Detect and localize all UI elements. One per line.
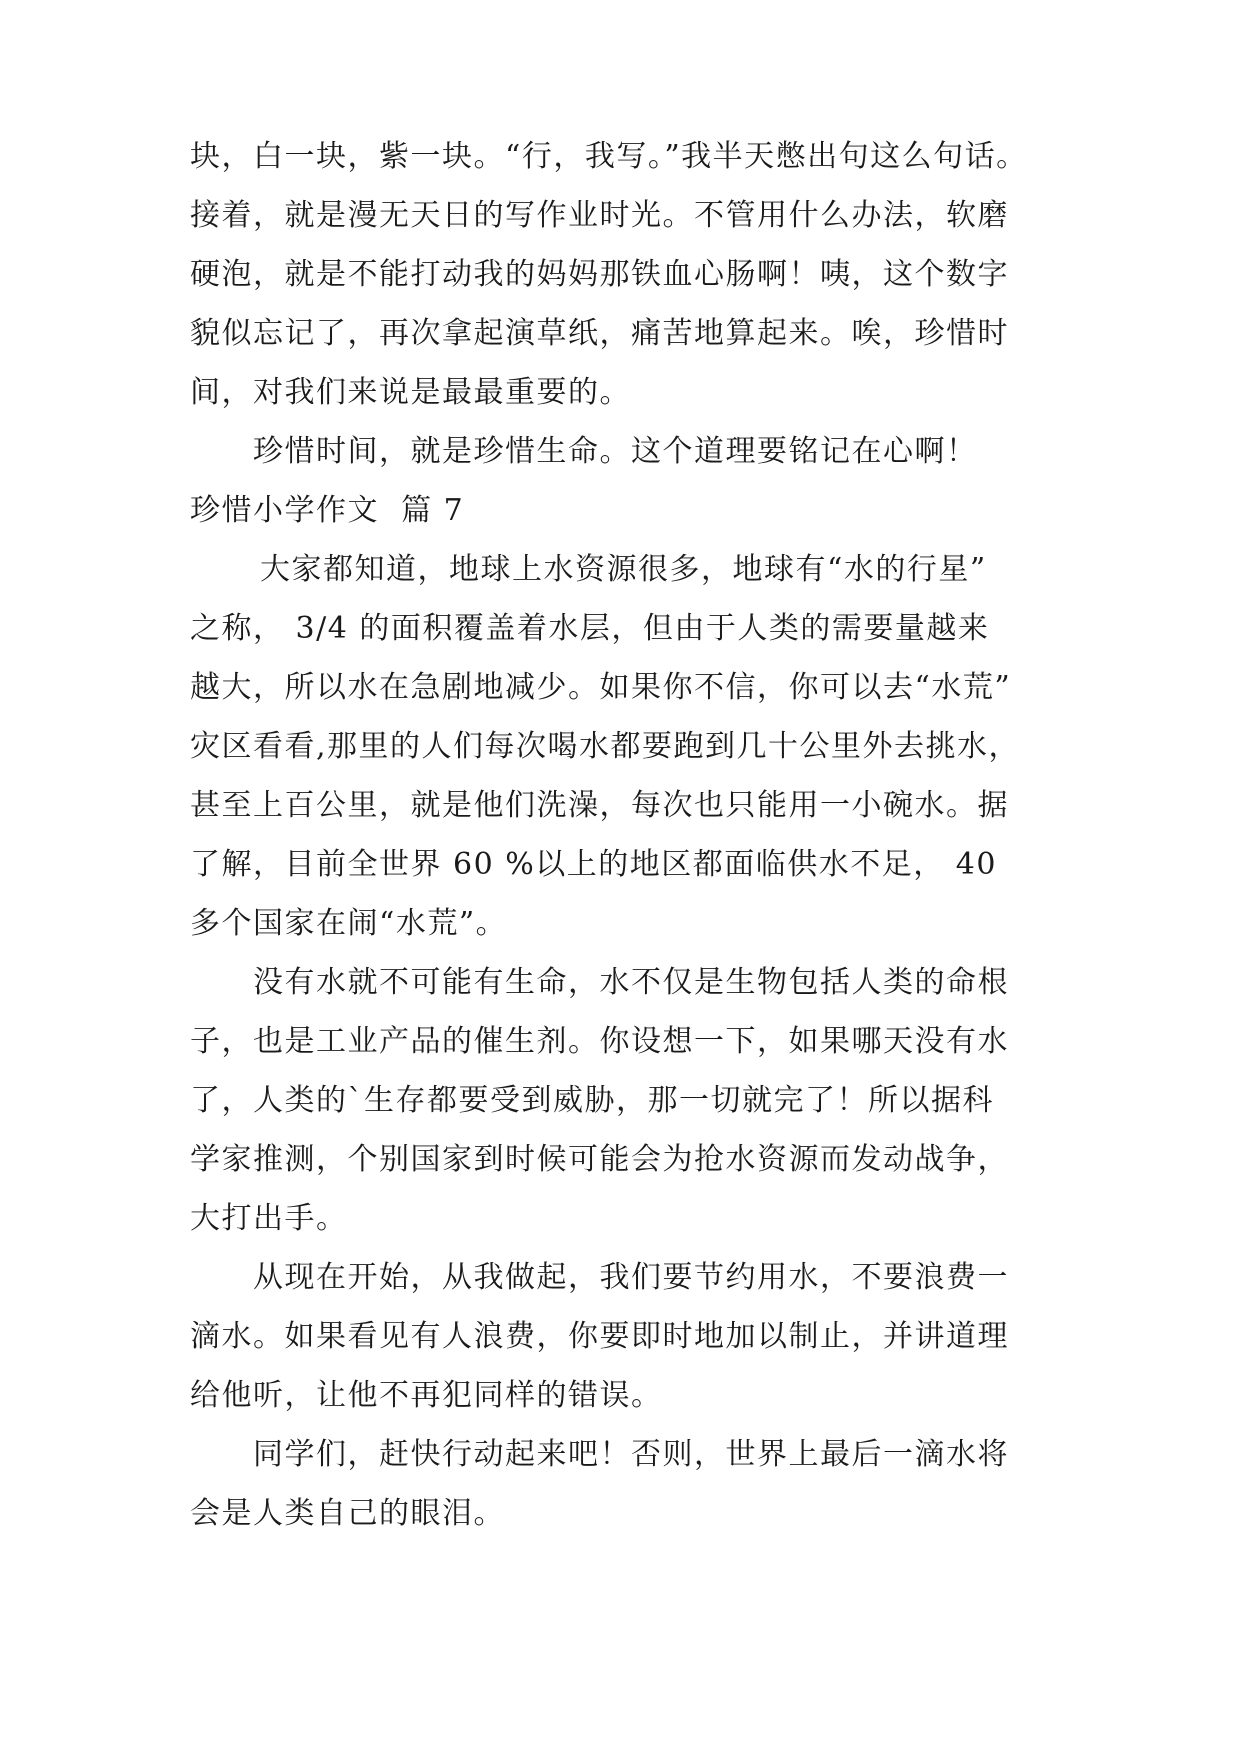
text-line: 灾区看看,那里的人们每次喝水都要跑到几十公里外去挑水， — [190, 729, 1021, 764]
text-line: 貌似忘记了，再次拿起演草纸，痛苦地算起来。唉，珍惜时 — [190, 316, 1009, 351]
text-line: 块，白一块，紫一块。“行，我写。”我半天憋出句这么句话。 — [190, 139, 1028, 174]
text-line: 从现在开始，从我做起，我们要节约用水，不要浪费一 — [253, 1260, 1009, 1295]
text-line: 子，也是工业产品的催生剂。你设想一下，如果哪天没有水 — [190, 1024, 1009, 1059]
text-line: 间，对我们来说是最最重要的。 — [190, 375, 631, 410]
text-line: 接着，就是漫无天日的写作业时光。不管用什么办法，软磨 — [190, 198, 1009, 233]
text-line: 给他听，让他不再犯同样的错误。 — [190, 1378, 663, 1413]
text-line: 会是人类自己的眼泪。 — [190, 1496, 505, 1531]
text-line: 之称， 3/4 的面积覆盖着水层，但由于人类的需要量越来 — [190, 611, 990, 646]
text-line: 没有水就不可能有生命，水不仅是生物包括人类的命根 — [253, 965, 1009, 1000]
text-line: 珍惜时间，就是珍惜生命。这个道理要铭记在心啊！ — [253, 434, 978, 469]
text-line: 滴水。如果看见有人浪费，你要即时地加以制止，并讲道理 — [190, 1319, 1009, 1354]
text-line: 越大，所以水在急剧地减少。如果你不信，你可以去“水荒” — [190, 670, 1012, 705]
text-line: 多个国家在闹“水荒”。 — [190, 906, 508, 941]
text-line: 学家推测，个别国家到时候可能会为抢水资源而发动战争， — [190, 1142, 1009, 1177]
text-line: 同学们，赶快行动起来吧！否则，世界上最后一滴水将 — [253, 1437, 1009, 1472]
text-line: 甚至上百公里，就是他们洗澡，每次也只能用一小碗水。据 — [190, 788, 1009, 823]
text-line: 硬泡，就是不能打动我的妈妈那铁血心肠啊！咦，这个数字 — [190, 257, 1009, 292]
text-line: 大打出手。 — [190, 1201, 348, 1236]
text-line: 大家都知道，地球上水资源很多，地球有“水的行星” — [260, 552, 987, 587]
section-heading: 珍惜小学作文 篇 7 — [190, 493, 465, 528]
text-line: 了解，目前全世界 60 %以上的地区都面临供水不足， 40 — [190, 847, 997, 882]
text-line: 了，人类的`生存都要受到威胁，那一切就完了！所以据科 — [190, 1083, 994, 1118]
